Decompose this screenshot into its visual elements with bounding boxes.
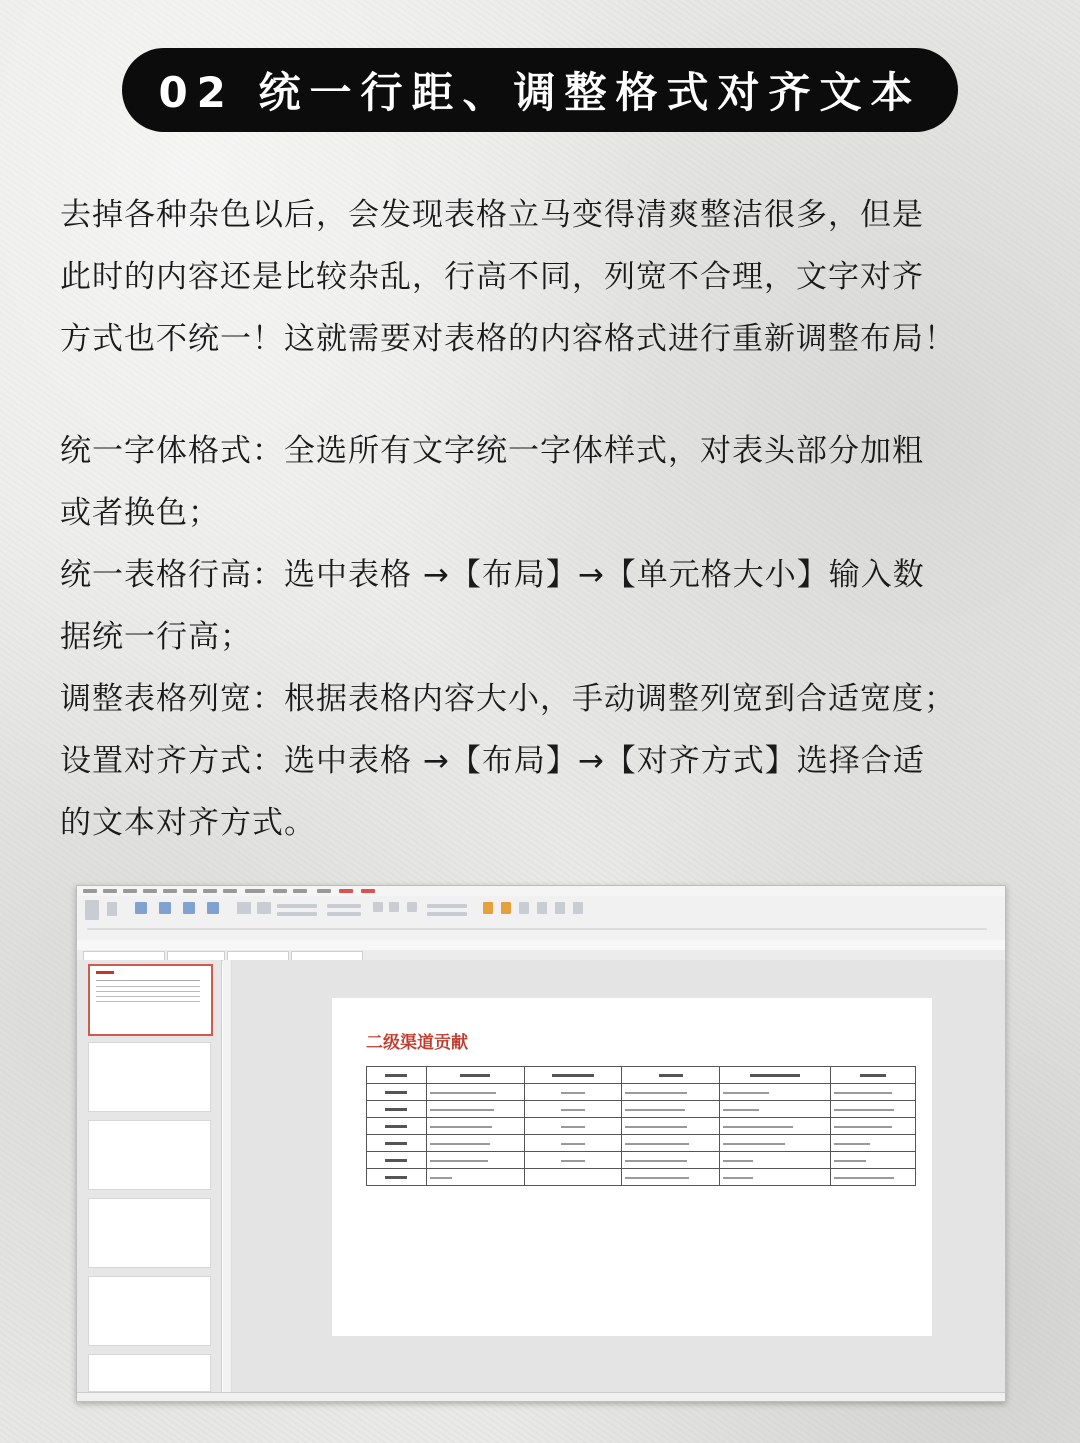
slide-thumbnail[interactable] [88,1120,211,1190]
section-title-banner [122,48,958,132]
table-row [367,1101,916,1118]
slide-thumbnail-pane [77,960,222,1392]
slide-thumbnail[interactable] [88,1198,211,1268]
section-title: 02 统一行距、调整格式对齐文本 [158,68,922,117]
powerpoint-screenshot [76,885,1006,1402]
article-body [60,184,1030,854]
step-line: 据统一行高； [60,619,252,655]
step-line: 调整表格列宽：根据表格内容大小，手动调整列宽到合适宽度； [60,681,956,717]
step-line: 统一字体格式：全选所有文字统一字体样式，对表头部分加粗 [60,433,924,469]
slide-thumbnail[interactable] [88,1354,211,1392]
table-row [367,1067,916,1084]
menu-bar [77,886,1005,896]
slide-canvas [232,960,1005,1392]
table-row [367,1135,916,1152]
slide [332,998,932,1336]
slide-title: 二级渠道贡献 [366,1033,468,1053]
table-row [367,1084,916,1101]
step-line: 的文本对齐方式。 [60,805,316,841]
intro-line: 去掉各种杂色以后，会发现表格立马变得清爽整洁很多，但是 [60,197,924,233]
step-line: 设置对齐方式：选中表格 →【布局】→【对齐方式】选择合适 [60,743,925,779]
intro-line: 方式也不统一！这就需要对表格的内容格式进行重新调整布局！ [60,321,956,357]
slide-thumbnail[interactable] [88,1276,211,1346]
table-row [367,1118,916,1135]
ribbon-toolbar [77,896,1005,941]
table-row [367,1152,916,1169]
slide-table[interactable] [366,1066,916,1186]
slide-thumbnail[interactable] [88,1042,211,1112]
slide-thumbnail[interactable] [88,964,213,1036]
intro-line: 此时的内容还是比较杂乱，行高不同，列宽不合理，文字对齐 [60,259,924,295]
vertical-ruler [223,960,232,1392]
step-line: 或者换色； [60,495,220,531]
step-line: 统一表格行高：选中表格 →【布局】→【单元格大小】输入数 [60,557,925,593]
table-row [367,1169,916,1186]
status-bar [77,1392,1005,1402]
